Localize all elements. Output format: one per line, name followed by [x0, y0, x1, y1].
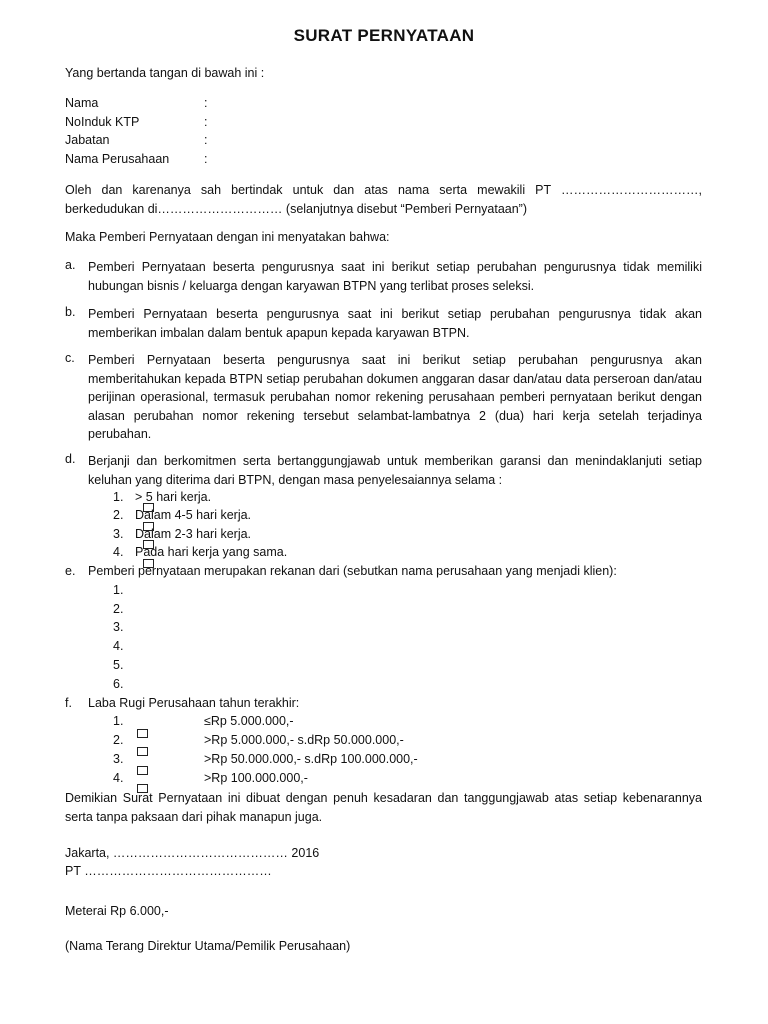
field-label-nama-perusahaan: Nama Perusahaan [65, 152, 170, 166]
client-list-number: 4. [113, 639, 124, 653]
signatory-name: (Nama Terang Direktur Utama/Pemilik Perusahaan) [65, 939, 351, 953]
option-number: 3. [113, 527, 124, 541]
item-marker-f: f. [65, 696, 72, 710]
intro-text: Yang bertanda tangan di bawah ini : [65, 66, 265, 80]
option-number: 2. [113, 508, 124, 522]
client-list-number: 2. [113, 602, 124, 616]
company-line: PT ……………………………………… [65, 864, 272, 878]
item-marker-b: b. [65, 305, 76, 319]
client-list-number: 1. [113, 583, 124, 597]
option-checkbox-f2[interactable] [137, 747, 148, 756]
option-text-f2: >Rp 5.000.000,- s.dRp 50.000.000,- [204, 733, 404, 747]
client-list-number: 6. [113, 677, 124, 691]
option-text-f1: ≤Rp 5.000.000,- [204, 714, 294, 728]
document-title: SURAT PERNYATAAN [293, 26, 475, 45]
field-colon: : [204, 133, 208, 147]
option-checkbox-f3[interactable] [137, 766, 148, 775]
option-number: 4. [113, 771, 124, 785]
place-date-line: Jakarta, …………………………………… 2016 [65, 846, 320, 860]
option-number: 2. [113, 733, 124, 747]
option-checkbox-d3[interactable] [143, 540, 154, 549]
option-checkbox-d1[interactable] [143, 503, 154, 512]
paragraph-oleh: Oleh dan karenanya sah bertindak untuk dan atas nama serta mewakili PT ……………………………, berkedudukan di………………………… (selanjutnya disebut “Pemberi Pernyataan”) [65, 183, 702, 216]
option-text-f3: >Rp 50.000.000,- s.dRp 100.000.000,- [204, 752, 418, 766]
field-colon: : [204, 115, 208, 129]
item-text-c: Pemberi Pernyataan beserta pengurusnya saat ini berikut setiap perubahan pengurusnya akan memberitahukan kepada BTPN setiap perubahan dokumen anggaran dasar dan/atau data perseroan dan/atau perijinan operasional, termasuk perubahan nomor rekening perusahaan pemberi pernyataan berikut dengan alasan perubahan nomor rekening tersebut selambat-lambatnya 2 (dua) hari kerja setelah terjadinya perubahan. [88, 353, 702, 441]
client-list-number: 5. [113, 658, 124, 672]
client-list-number: 3. [113, 620, 124, 634]
option-checkbox-f1[interactable] [137, 729, 148, 738]
item-marker-e: e. [65, 564, 76, 578]
option-text-d1: > 5 hari kerja. [135, 490, 212, 504]
option-number: 3. [113, 752, 124, 766]
stamp-duty-text: Meterai Rp 6.000,- [65, 904, 169, 918]
option-number: 1. [113, 490, 124, 504]
item-marker-c: c. [65, 351, 75, 365]
item-text-e: Pemberi pernyataan merupakan rekanan dari (sebutkan nama perusahaan yang menjadi klien): [88, 564, 617, 578]
closing-paragraph: Demikian Surat Pernyataan ini dibuat dengan penuh kesadaran dan tanggungjawab atas setiap kebenarannya serta tanpa paksaan dari pihak manapun juga. [65, 791, 702, 824]
option-text-d2: Dalam 4-5 hari kerja. [135, 508, 252, 522]
field-label-nama: Nama [65, 96, 99, 110]
option-checkbox-d2[interactable] [143, 522, 154, 531]
field-label-ktp: NoInduk KTP [65, 115, 140, 129]
paragraph-maka: Maka Pemberi Pernyataan dengan ini menyatakan bahwa: [65, 230, 390, 244]
item-marker-a: a. [65, 258, 76, 272]
option-text-d4: Pada hari kerja yang sama. [135, 545, 288, 559]
option-number: 4. [113, 545, 124, 559]
item-marker-d: d. [65, 452, 76, 466]
field-label-jabatan: Jabatan [65, 133, 110, 147]
field-colon: : [204, 96, 208, 110]
item-text-b: Pemberi Pernyataan beserta pengurusnya saat ini berikut setiap perubahan pengurusnya tidak akan memberikan imbalan dalam bentuk apapun kepada karyawan BTPN. [88, 307, 702, 340]
option-number: 1. [113, 714, 124, 728]
option-text-d3: Dalam 2-3 hari kerja. [135, 527, 252, 541]
option-text-f4: >Rp 100.000.000,- [204, 771, 308, 785]
item-text-d: Berjanji dan berkomitmen serta bertanggungjawab untuk memberikan garansi dan menindaklanjuti setiap keluhan yang diterima dari BTPN, dengan masa penyelesaiannya selama : [88, 454, 702, 487]
item-text-f: Laba Rugi Perusahaan tahun terakhir: [88, 696, 300, 710]
field-colon: : [204, 152, 208, 166]
item-text-a: Pemberi Pernyataan beserta pengurusnya saat ini berikut setiap perubahan pengurusnya tidak memiliki hubungan bisnis / keluarga dengan karyawan BTPN yang terlibat proses seleksi. [88, 260, 702, 293]
